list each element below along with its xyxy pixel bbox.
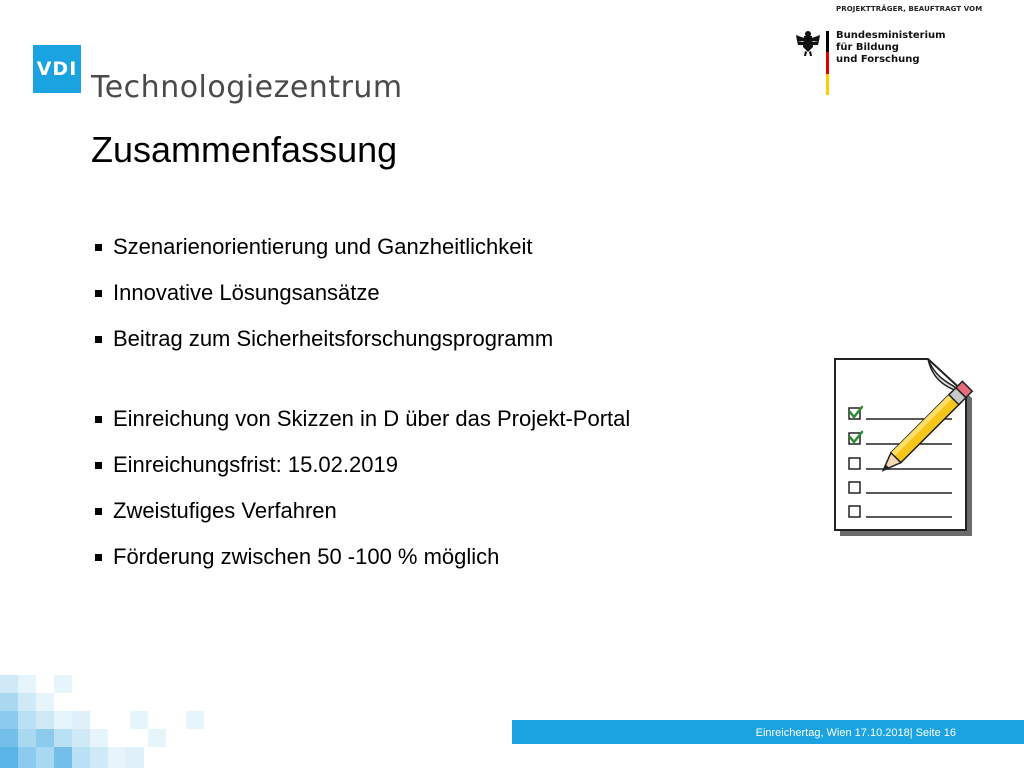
slide-title: Zusammenfassung [91,129,398,170]
bullet-text: Beitrag zum Sicherheitsforschungsprogramm [113,326,554,351]
bullet-item [95,402,755,436]
bullet-text: Einreichung von Skizzen in D über das Projekt-Portal [113,406,631,431]
ministry-line: für Bildung [836,42,899,53]
technologiezentrum-wordmark: Technologiezentrum [91,70,403,105]
vdi-logo: VDI [33,45,81,93]
flag-stripe-red [826,52,829,73]
ministry-line: Bundesministerium [836,30,946,41]
bullet-item [95,322,755,356]
german-flag-bar [826,31,829,95]
ministry-name [836,30,956,66]
bullet-item [95,540,755,574]
federal-eagle-icon [795,29,821,57]
checklist-with-pencil-icon [832,358,977,538]
decorative-mosaic [0,675,220,768]
bullet-square-icon [95,462,102,469]
bullet-square-icon [95,554,102,561]
bullet-item [95,494,755,528]
footer-text: Einreichertag, Wien 17.10.2018| Seite 16 [755,727,956,739]
bullet-square-icon [95,290,102,297]
bullet-square-icon [95,508,102,515]
sponsor-label: PROJEKTTRÄGER, BEAUFTRAGT VOM [836,5,983,13]
bullet-text: Innovative Lösungsansätze [113,280,380,305]
ministry-line: und Forschung [836,54,920,65]
bullet-item [95,276,755,310]
bullet-text: Einreichungsfrist: 15.02.2019 [113,452,398,477]
bullet-square-icon [95,416,102,423]
bullet-item [95,448,755,482]
bullet-item [95,230,755,264]
flag-stripe-gold [826,74,829,95]
bullet-square-icon [95,336,102,343]
flag-stripe-black [826,31,829,52]
bullet-text: Zweistufiges Verfahren [113,498,337,523]
bullet-square-icon [95,244,102,251]
bullet-list [95,230,755,586]
bullet-text: Szenarienorientierung und Ganzheitlichkeit [113,234,533,259]
bullet-text: Förderung zwischen 50 -100 % möglich [113,544,500,569]
